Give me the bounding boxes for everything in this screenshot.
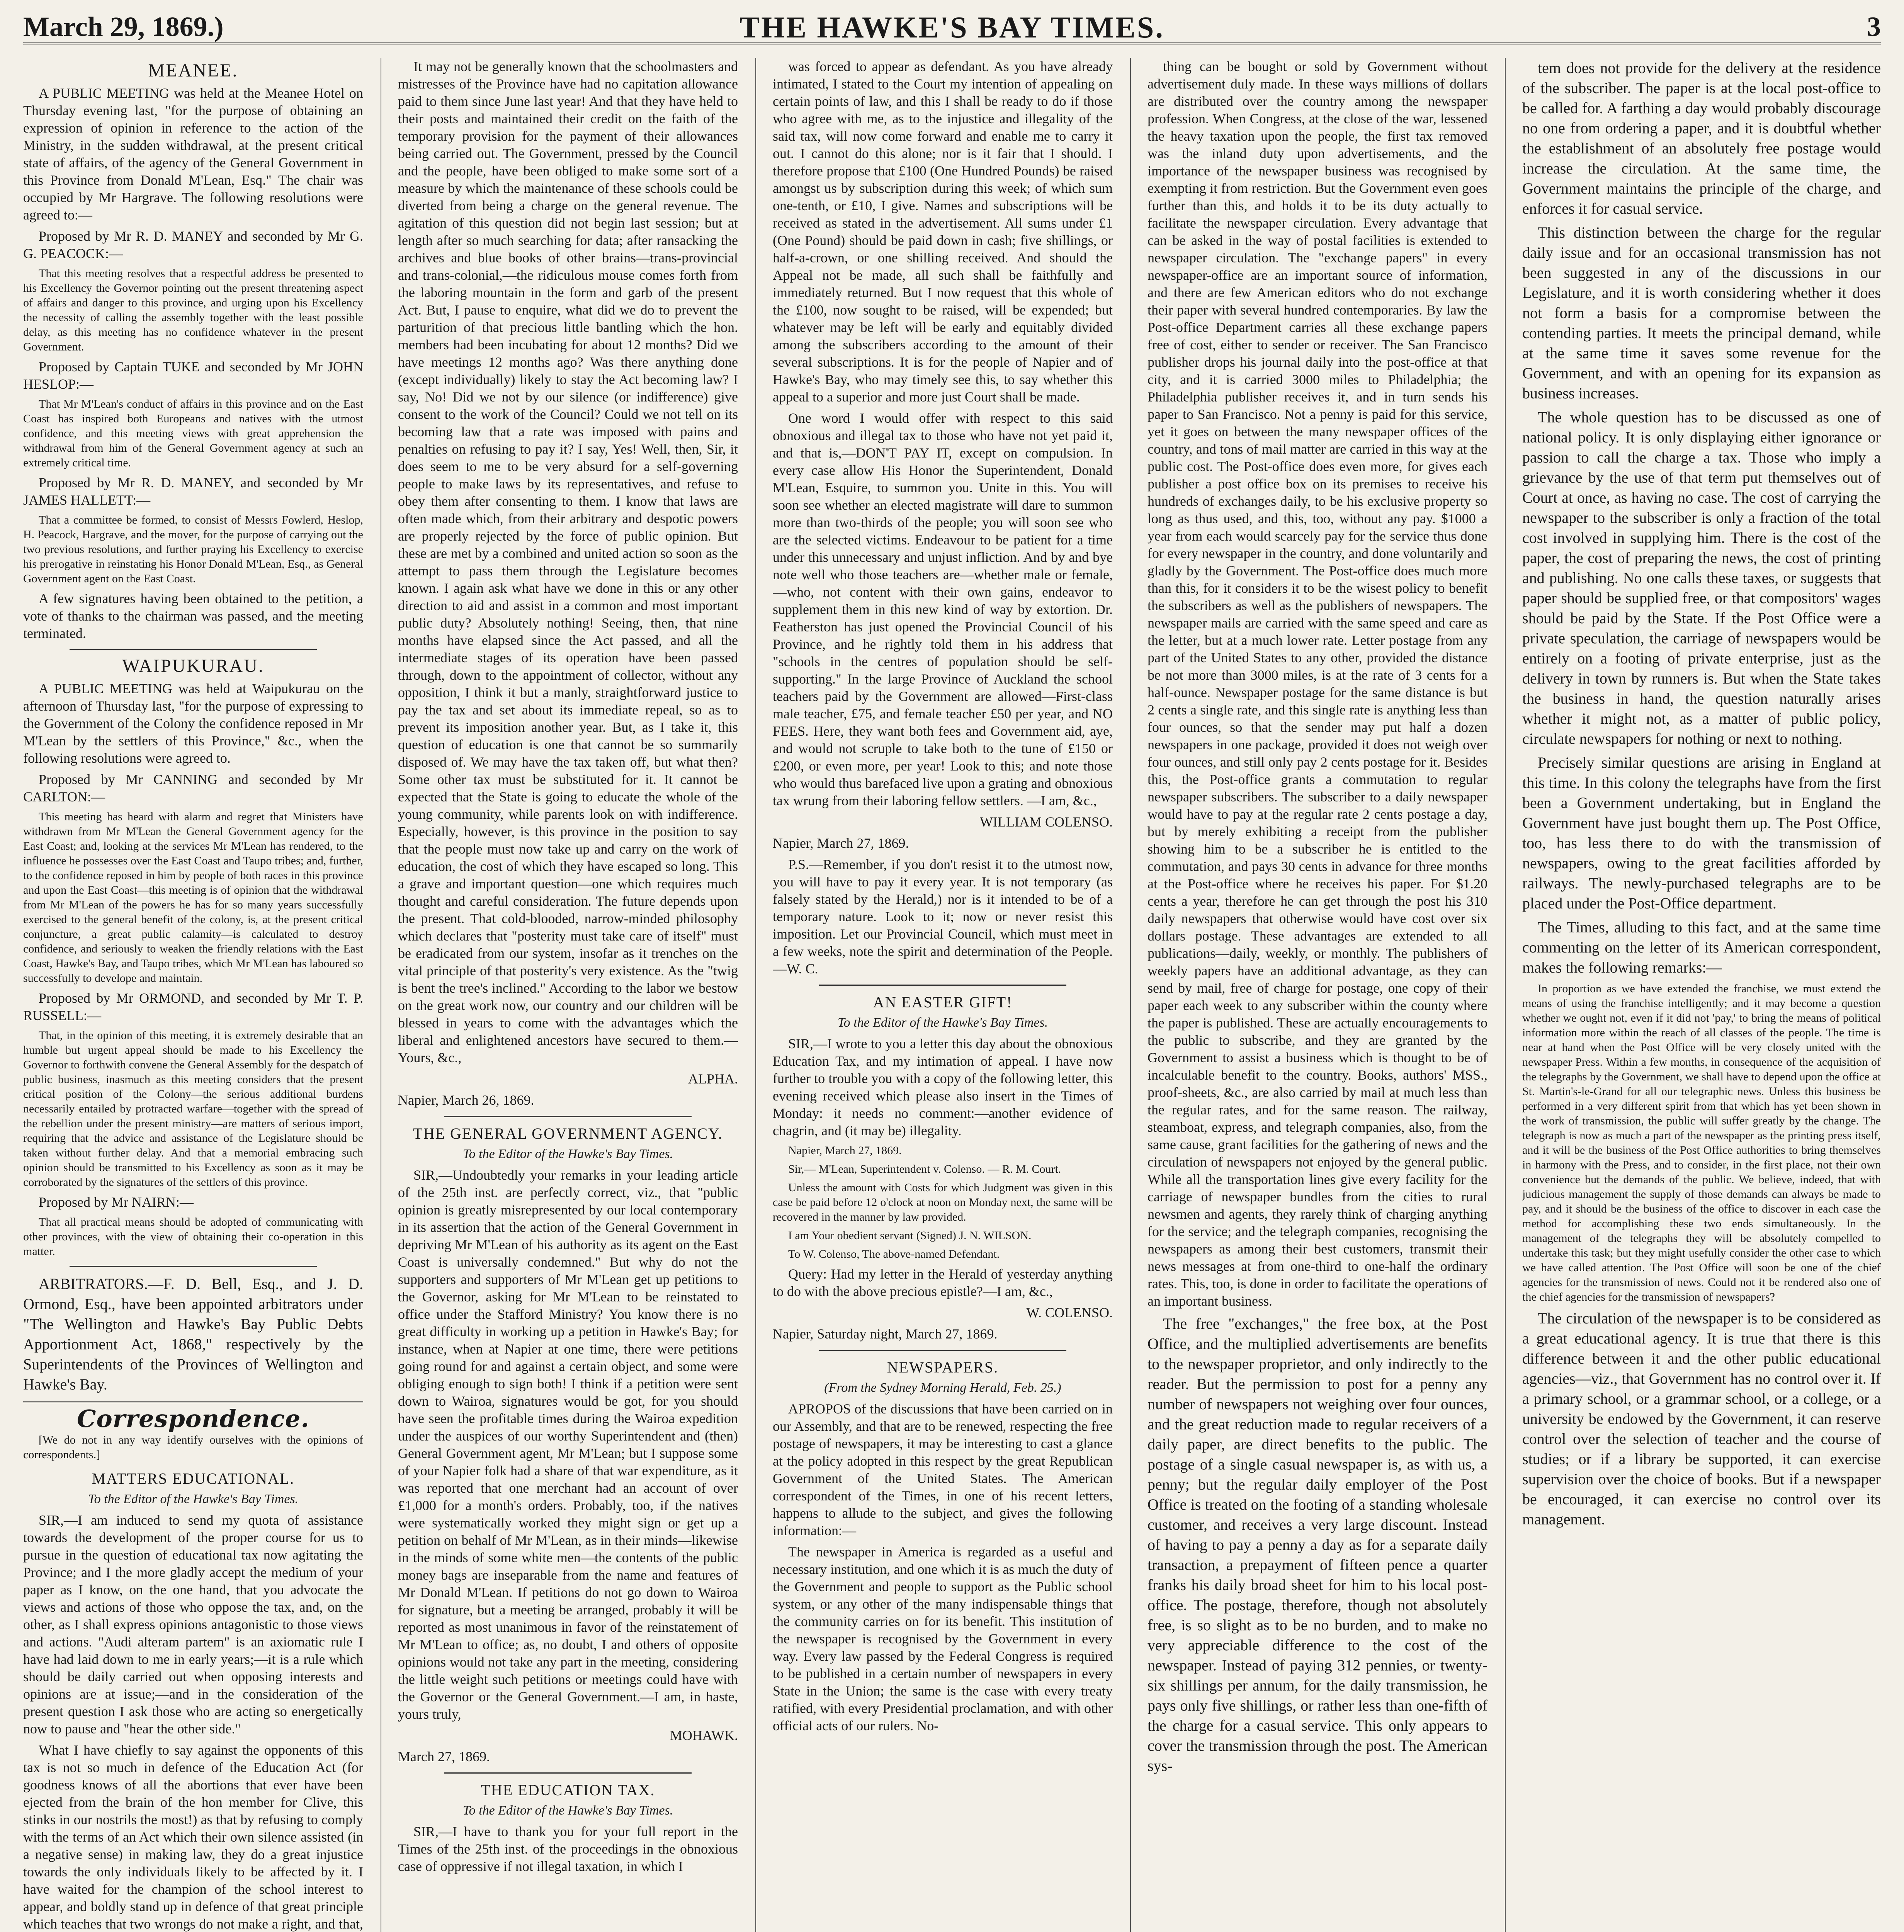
paragraph: Query: Had my letter in the Herald of yesterday anything to do with the above precious epistle?—I am, &c., xyxy=(773,1266,1113,1299)
column-rule xyxy=(1505,58,1506,1932)
masthead xyxy=(23,8,1881,44)
column-3 xyxy=(773,58,1113,1932)
divider xyxy=(23,1401,363,1403)
column-rule xyxy=(755,58,756,1932)
small-print-paragraph: I am Your obedient servant (Signed) J. N. WILSON. xyxy=(788,1229,1032,1242)
small-print-paragraph: This meeting has heard with alarm and regret that Ministers have withdrawn from Mr M'Lean the General Government agency for the East Coast; and, looking at the services Mr M'Lean has rendered, to the influence he possesses over the East Coast and Taupo tribes; and, further, to the confidence reposed in him by people of both races in this province and upon the East Coast—this meeting is of opinion that the withdrawal from Mr M'Lean of the powers he has for so many years successfully exercised to the general benefit of the colony, is, at the present critical conjuncture, a great public calamity—is calculated to destroy confidence, and seriously to weaken the friendly relations with the East Coast, Hawke's Bay, and Taupo tribes, which Mr M'Lean has laboured so successfully to develope and maintain. xyxy=(23,810,363,985)
divider xyxy=(819,985,1066,986)
editorial-paragraph: The free "exchanges," the free box, at the Post Office, and the multiplied advertisements are benefits to the newspaper proprietor, and only indirectly to the reader. But the permission to post for a penny any number of newspapers not weighing over four ounces, and the great reduction made to regular receivers of a daily paper, are direct benefits to the public. The postage of a single casual newspaper is, as with us, a penny; but the regular daily employer of the Post Office is treated on the footing of a standing wholesale customer, and receives a very large discount. Instead of having to pay a penny a day as for a separate daily transaction, a prepayment of fifteen pence a quarter franks his daily broad sheet for him to his local post-office. The postage, therefore, though not absolutely free, is so slight as to be no burden, and to make no very appreciable difference to the cost of the newspaper. Instead of paying 312 pennies, or twenty-six shillings per annum, for the daily transmission, he pays only five shillings, or rather less than one-fifth of the charge for a casual service. This only appears to cover the transmission through the post. The American sys- xyxy=(1148,1315,1488,1774)
section-heading: Correspondence. xyxy=(77,1405,309,1433)
paragraph: APROPOS of the discussions that have been carried on in our Assembly, and that are to be renewed, respecting the free postage of newspapers, it may be interesting to cast a glance at the policy adopted in this respect by the great Republican Government of the United States. The American correspondent of the Times, in one of his recent letters, happens to allude to the subject, and gives the following information:— xyxy=(773,1401,1113,1538)
small-print-paragraph: To W. Colenso, The above-named Defendant. xyxy=(788,1248,1000,1260)
paragraph: One word I would offer with respect to this said obnoxious and illegal tax to those who have not yet paid it, and that is,—DON'T PAY IT, except on compulsion. In every case allow His Honor the Superintendent, Donald M'Lean, Esquire, to summon you. Unite in this. You will soon see whether an elected magistrate will dare to summon more than two-thirds of the people; you will soon see who are the selected victims. Endeavour to be patient for a time under this unnecessary and unjust infliction. And by and bye note well who those teachers are—whether male or female,—who, not content with their own gains, endeavor to supplement them in this new kind of way by extortion. Dr. Featherston has just opened the Provincial Council of his Province, and he rightly told them in his address that "schools in the centres of population should be self-supporting." In the large Province of Auckland the school teachers paid by the Government are allowed—First-class male teacher, £75, and female teacher £50 per year, and NO FEES. Here, they want both fees and Government aid, aye, and would not scruple to take both to the tune of £150 or £200, or even more, per year! Look to this; and note those who would thus barefaced live upon a grating and obnoxious tax wrung from their laboring fellow settlers. —I am, &c., xyxy=(773,410,1113,808)
article-subheading: To the Editor of the Hawke's Bay Times. xyxy=(462,1147,673,1161)
divider xyxy=(444,1772,692,1774)
divider xyxy=(819,1350,1066,1351)
editorial-paragraph: Precisely similar questions are arising in England at this time. In this colony the telegraphs have from the first been a Government undertaking, but in England the Government have just bought them up. The Post Office, too, has less there to do with the transmission of newspapers, owing to the great facilities afforded by railways. The newly-purchased telegraphs are to be placed under the Post-Office department. xyxy=(1522,754,1881,912)
paragraph: Proposed by Mr R. D. MANEY, and seconded by Mr JAMES HALLETT:— xyxy=(23,475,363,508)
small-print-paragraph: Sir,— M'Lean, Superintendent v. Colenso. — R. M. Court. xyxy=(788,1163,1061,1175)
paragraph: A PUBLIC MEETING was held at Waipukurau on the afternoon of Thursday last, "for the purpose of expressing to the Government of the Colony the confidence reposed in Mr M'Lean by the settlers of this Province," &c., when the following resolutions were agreed to. xyxy=(23,681,363,766)
small-print-paragraph: That all practical means should be adopted of communicating with other provinces, with the view of obtaining their co-operation in this matter. xyxy=(23,1216,363,1258)
column-5 xyxy=(1522,58,1881,1932)
paragraph: A few signatures having been obtained to the petition, a vote of thanks to the chairman was passed, and the meeting terminated. xyxy=(23,591,363,641)
small-print-paragraph: Unless the amount with Costs for which Judgment was given in this case be paid before 12 o'clock at noon on Monday next, the same will be recovered in the manner by law provided. xyxy=(773,1181,1113,1223)
paragraph: P.S.—Remember, if you don't resist it to the utmost now, you will have to pay it every year. It is not temporary (as falsely stated by the Herald,) nor is it intended to be of a temporary nature. Look to it; now or never resist this imposition. Let our Provincial Council, which must meet in a few weeks, note the spirit and determination of the People.—W. C. xyxy=(773,857,1113,976)
dateline: Napier, March 27, 1869. xyxy=(773,835,909,851)
signature: WILLIAM COLENSO. xyxy=(980,814,1113,830)
editorial-paragraph: The Times, alluding to this fact, and at the same time commenting on the letter of its American correspondent, makes the following remarks:— xyxy=(1522,918,1881,976)
signature: MOHAWK. xyxy=(670,1728,738,1743)
paragraph: Proposed by Mr CANNING and seconded by Mr CARLTON:— xyxy=(23,772,363,804)
column-2 xyxy=(398,58,738,1932)
small-print-paragraph: That, in the opinion of this meeting, it is extremely desirable that an humble but urgent appeal should be made to his Excellency the Governor to forthwith convene the General Assembly for the despatch of public business, inasmuch as this meeting considers that the present critical position of the Colony—the serious additional burdens necessarily entailed by protracted warfare—together with the spread of the rebellion under the present ministry—are matters of serious import, requiring that the advice and assistance of the Legislature should be taken without further delay. And that a memorial embracing such opinion should be transmitted to his Excellency as soon as it may be corroborated by the signatures of the settlers of this province. xyxy=(23,1029,363,1189)
column-rule xyxy=(1130,58,1131,1932)
dateline: Napier, Saturday night, March 27, 1869. xyxy=(773,1326,998,1342)
signature: W. COLENSO. xyxy=(1026,1305,1113,1320)
editorial-paragraph: tem does not provide for the delivery at the residence of the subscriber. The paper is at the local post-office to be called for. A farthing a day would probably discourage no one from ordering a paper, and it is doubtful whether the establishment of an absolutely free postage would increase the circulation. At the same time, the Government maintains the principle of the charge, and enforces it for casual service. xyxy=(1522,59,1881,217)
paragraph: The newspaper in America is regarded as a useful and necessary institution, and one which it is as much the duty of the Government and people to support as the Public school system, or any other of the many indispensable things that the community carries on for its benefit. This institution of the newspaper is recognised by the Government in every way. Every law passed by the Federal Congress is required to be published in a certain number of newspapers in every State in the Union; the same is the case with every treaty ratified, with every Presidential proclamation, and with other official acts of our rulers. No- xyxy=(773,1544,1113,1733)
article-subheading: (From the Sydney Morning Herald, Feb. 25.) xyxy=(824,1381,1061,1395)
editorial-paragraph: The circulation of the newspaper is to be considered as a great educational agency. It is true that there is this difference between it and the other public educational agencies—viz., that Government has no control over it. If a primary school, or a grammar school, or a college, or a university be endowed by the Government, it can reserve control over the selection of teacher and the course of studies; or if a library be supported, it can exercise supervision over the choice of books. But if a newspaper be encouraged, it can exercise no control over its management. xyxy=(1522,1310,1881,1528)
editorial-paragraph: The whole question has to be discussed as one of national policy. It is only displaying either ignorance or passion to call the charge a tax. Those who imply a grievance by the use of that term put themselves out of Court at once, as having no case. The cost of carrying the newspaper to the subscriber is only a fraction of the total cost involved in supplying him. There is the cost of the paper, the cost of preparing the news, the cost of printing and publishing. No one calls these taxes, or suggests that paper should be supplied free, or that compositors' wages should be paid by the State. If the Post Office were a private speculation, the carriage of newspapers would be entirely on a footing of private enterprise, just as the delivery in town by runners is. But when the State takes the business in hand, the question naturally arises whether it might not, as a matter of public policy, circulate newspapers for nothing or next to nothing. xyxy=(1522,408,1881,747)
newspaper-title: THE HAWKE'S BAY TIMES. xyxy=(740,10,1164,44)
paragraph: Proposed by Mr NAIRN:— xyxy=(39,1194,194,1210)
paragraph: SIR,—I am induced to send my quota of assistance towards the development of the proper course for us to pursue in the question of educational tax now agitating the Province; and I the more gladly accept the medium of your paper as I know, on the one hand, that you advocate the views and actions of those who oppose the tax, and, on the other, as I shall express opinions antagonistic to those views and actions. "Audi alteram partem" is an axiomatic rule I have had laid down to me in early years;—it is a rule which should be daily carried out when opposing interests and opinions are at issue;—and in the consideration of the present question I ask those who are acting so energetically now to pause and "hear the other side." xyxy=(23,1512,363,1736)
paragraph: Proposed by Mr ORMOND, and seconded by Mr T. P. RUSSELL:— xyxy=(23,990,363,1023)
column-4 xyxy=(1148,58,1488,1932)
article-subheading: To the Editor of the Hawke's Bay Times. xyxy=(88,1492,299,1506)
section-heading: WAIPUKURAU. xyxy=(122,656,264,676)
paragraph: was forced to appear as defendant. As you have already intimated, I stated to the Court my intention of appealing on certain points of law, and this I shall be ready to do if those who agree with me, as to the injustice and illegality of the said tax, will now come forward and enable me to carry it out. I cannot do this alone; nor is it fair that I should. I therefore propose that £100 (One Hundred Pounds) be raised amongst us by subscription during this week; of which sum one-tenth, or £10, I give. Names and subscriptions will be received as stated in the advertisement. All sums under £1 (One Pound) should be paid down in cash; five shillings, or half-a-crown, or one shilling received. And should the Appeal not be made, all such shall be faithfully and immediately returned. But I now request that this whole of the £100, now sought to be raised, will be expended; but whatever may be left will be early and equitably divided among the subscribers according to the amount of their several subscriptions. It is for the people of Napier and of Hawke's Bay, who may timely see this, to say whether this appeal to a superior and more just Court shall be made. xyxy=(773,59,1113,405)
paragraph: SIR,—I have to thank you for your full report in the Times of the 25th inst. of the proceedings in the obnoxious case of oppressive if not illegal taxation, in which I xyxy=(398,1824,738,1874)
section-heading: MEANEE. xyxy=(148,60,238,81)
paragraph: thing can be bought or sold by Government without advertisement duly made. In these ways millions of dollars are distributed over the country among the newspaper profession. When Congress, at the close of the war, lessened the heavy taxation upon the people, the first tax removed was the inland duty upon advertisements, and the importance of the newspaper business was recognised by exempting it from restriction. But the Government even goes further than this, and holds it to be its duty actually to facilitate the newspaper circulation. Every advantage that can be asked in the way of postal facilities is extended to newspaper circulation. The "exchange papers" in every newspaper-office are an important source of information, and there are few American editors who do not exchange their paper with several hundred contemporaries. By law the Post-office Department carries all these exchange papers free of cost, either to sender or receiver. The San Francisco publisher drops his journal daily into the post-office at that city, and it is carried 3000 miles to Philadelphia; the Philadelphia publisher receives it, and in turn sends his paper to San Francisco. Not a penny is paid for this service, yet it goes on between the many newspaper offices of the country, and tons of mail matter are carried in this way at the public cost. The Post-office does even more, for gives each publisher a post office box on its premises to receive his hundreds of exchanges daily, to be his exclusive property so long as thus used, and this, too, without any pay. $1000 a year from each would scarcely pay for the service thus done for every newspaper in the country, and done voluntarily and gladly by the Government. The Post-office does much more than this, for it considers it to be the wisest policy to benefit the subscribers as well as the publishers of newspapers. The newspaper mails are carried with the same speed and care as the letter, but at a much lower rate. Letter postage from any part of the United States to any other, provided the distance be not more than 3000 miles, is at the rate of 3 cents for a half-ounce. Newspaper postage for the same distance is but 2 cents a single rate, and this single rate is anything less than four ounces, so that the sender may put half a dozen newspapers in one package, provided it does not weigh over four ounces, and still only pay 2 cents postage for it. Besides this, the Post-office grants a commutation to regular newspaper subscribers. The subscriber to a daily newspaper would have to pay at the regular rate 2 cents postage a day, but by merely exhibiting a receipt from the publisher showing him to be a subscriber he is entitled to the commutation, and pays 30 cents in advance for three months at the Post-office where he receives his paper. For $1.20 cents a year, therefore he can get through the post his 310 daily newspapers that otherwise would have cost over six dollars postage. These advantages are extended to all publications—daily, weekly, or monthly. The publishers of weekly papers have an additional advantage, as they can send by mail, free of charge for postage, one copy of their paper each week to any subscriber within the county where the paper is published. These are actually encouragements to the public to subscribe, and they are granted by the Government to assist a business which is thought to be of incalculable benefit to the country. Books, authors' MSS., proof-sheets, &c., are also carried by mail at much less than the regular rates, and for the same reason. The railway, steamboat, express, and telegraph companies, also, from the same cause, grant facilities for the gathering of news and the circulation of newspapers not enjoyed by the general public. While all the transportation lines give every facility for the carriage of newspaper bundles from the cities to rural newsmen and agents, they rarely think of charging anything for the service; and the telegraph companies, recognising the newspapers as among their best customers, transmit their news messages at from one-third to one-half the ordinary rates. This, too, is done in order to facilitate the operations of an important business. xyxy=(1148,59,1488,1309)
small-print-paragraph: In proportion as we have extended the franchise, we must extend the means of using the franchise intelligently; and it may become a question whether we ought not, even if it did not 'pay,' to bring the means of political information more within the reach of all classes of the people. The time is near at hand when the Post Office will be very closely united with the newspaper Press. Within a few months, in consequence of the acquisition of the telegraphs by the Government, we shall have to depend upon the office at St. Martin's-le-Grand for all our telegraphic news. Unless this business be performed in a very different spirit from that which has yet been shown in the work of transmission, the public will suffer greatly by the change. The telegraph is now as much a part of the newspaper as the printing press itself, and it will be the business of the Post Office authorities to bring themselves in harmony with the Press, and to consider, in the first place, not their own convenience but the demands of the public. We believe, indeed, that with judicious management the supply of those demands can always be made to pay, and it should be the business of the office to discover in each case the method for accomplishing these two ends simultaneously. In the management of the telegraphs they will be absolutely compelled to undertake this task; but they might usefully consider the other case to which we have called attention. The Post Office will soon be one of the chief agencies for the transmission of news. Could not it be rendered also one of the chief agencies for the transmission of newspapers? xyxy=(1522,982,1881,1303)
article-heading: THE GENERAL GOVERNMENT AGENCY. xyxy=(413,1125,723,1142)
paragraph: A PUBLIC MEETING was held at the Meanee Hotel on Thursday evening last, "for the purpose of obtaining an expression of opinion in reference to the action of the Ministry, in the sudden withdrawal, at the present critical state of affairs, of the agency of the General Government in this Province from Donald M'Lean, Esq." The chair was occupied by Mr Hargrave. The following resolutions were agreed to:— xyxy=(23,85,363,223)
paragraph: It may not be generally known that the schoolmasters and mistresses of the Province have had no capitation allowance paid to them since June last year! And that they have held to their posts and maintained their credit on the faith of the temporary provision for the payment of their allowances being carried out. The Government, pressed by the Council and the people, have been obliged to make some sort of a measure by which the maintenance of these schools could be diverted from being a charge on the general revenue. The agitation of this question did not begin last session; but at length after so much searching for data; after ransacking the archives and blue books of other brains—trans-provincial and trans-colonial,—the ridiculous mouse comes forth from the laboring mountain in the form and garb of the present Act. But, I pause to enquire, what did we do to prevent the parturition of that precious little bantling which the hon. members had been incubating for about 12 months? Did we have meetings 12 months ago? Was there anything done (except individually) likely to stay the Act becoming law? I say, No! Did we not by our silence (or indifference) give consent to the work of the Council? Could we not tell on its becoming law that a rate was imposed with pains and penalties on refusing to pay it? I say, Yes! Well, then, Sir, it does seem to me to be very absurd for a self-governing people to make laws by its representatives, and refuse to obey them after consenting to them. I know that laws are often made which, from their arbitrary and despotic powers are properly rejected by the force of public opinion. But these are met by a combined and united action so soon as the attempt to pass them through the Legislature becomes known. I again ask what have we done in this or any other direction to aid and assist in a common and most important public duty? Absolutely nothing! Seeing, then, that nine months have elapsed since the Act passed, and all the intermediate stages of its operation have been passed through, down to the appointment of collector, without any opposition, I think it but a manly, straightforward justice to pay the tax and set about its immediate repeal, so as to prevent its imposition another year. But, as I take it, this question of education is one that cannot be so summarily disposed of. We may have the tax taken off, but what then? Some other tax must be substituted for it. It cannot be expected that the State is going to educate the whole of the young community, while parents look on with indifference. Especially, however, is this province in the position to say that the people must now take up and carry on the work of education, the cost of which they have escaped so long. This a grave and important question—one which requires much thought and careful consideration. The future depends upon the present. That cold-blooded, narrow-minded philosophy which declares that "posterity must take care of itself" must be eradicated from our system, insofar as it trenches on the vital principle of that posterity's very existence. As the "twig is bent the tree's inclined." According to the labor we bestow on the great work now, our country and our children will be blessed in years to come with the advantages which the liberal and enlightened ancestors have secured to them.—Yours, &c., xyxy=(398,59,738,1065)
divider xyxy=(444,1116,692,1117)
article-heading: THE EDUCATION TAX. xyxy=(481,1781,655,1799)
article-heading: NEWSPAPERS. xyxy=(887,1359,999,1376)
page-number: 3 xyxy=(1867,11,1881,42)
small-print-paragraph: That a committee be formed, to consist of Messrs Fowlerd, Heslop, H. Peacock, Hargrave, and the mover, for the purpose of carrying out the two previous resolutions, and further praying his Excellency to exercise his prerogative in reinstating his Honor Donald M'Lean, Esq., as General Government agent on the East Coast. xyxy=(23,514,363,585)
article-subheading: To the Editor of the Hawke's Bay Times. xyxy=(837,1015,1048,1030)
divider xyxy=(70,1266,317,1267)
paragraph: SIR,—Undoubtedly your remarks in your leading article of the 25th inst. are perfectly correct, viz., that "public opinion is greatly misrepresented by our local contemporary in its assertion that the action of the General Government in depriving Mr M'Lean of his authority as its agent on the East Coast is universally condemned." But why do not the supporters and supporters of Mr M'Lean get up petitions to the Governor, asking for Mr M'Lean to be reinstated to office under the Stafford Ministry? You know there is no great difficulty in working up a petition in Hawke's Bay; for instance, when at Napier at one time, there were petitions going round for and against a certain object, and some were obliging enough to sign both! I think if a petition were sent down to Wairoa, signatures would be got, for you should have seen the profitable times during the Wairoa expedition under the auspices of our worthy Superintendent and (then) General Government agent, Mr M'Lean; but I suppose some of your Napier folk had a share of that war expenditure, as it was reported that one merchant had an account of over £1,000 for a month's orders. Probably, too, if the natives were systematically worked they might sign or get up a petition on behalf of Mr M'Lean, as in their minds—likewise in the minds of some white men—the contents of the public money bags are inseparable from the name and features of Mr Donald M'Lean. If petitions do not go down to Wairoa for signature, but a meeting be arranged, probably it will be reported as most unanimous in favor of the reinstatement of Mr M'Lean to office; as, no doubt, I and others of opposite opinions would not take any part in the meeting, considering the little weight such petitions or meetings could have with the Governor or the General Government.—I am, in haste, yours truly, xyxy=(398,1167,738,1722)
small-print-paragraph: That this meeting resolves that a respectful address be presented to his Excellency the Governor pointing out the present threatening aspect of affairs and danger to this province, and urging upon his Excellency the necessity of calling the assembly together with the least possible delay, as this meeting has no confidence whatever in the present Government. xyxy=(23,267,363,353)
divider xyxy=(70,649,317,650)
small-print-paragraph: That Mr M'Lean's conduct of affairs in this province and on the East Coast has inspired both Europeans and natives with the utmost confidence, and this meeting views with great apprehension the withdrawal from him of the General Government agency at such an extremely critical time. xyxy=(23,398,363,469)
paragraph: Proposed by Mr R. D. MANEY and seconded by Mr G. G. PEACOCK:— xyxy=(23,228,363,261)
article-heading: AN EASTER GIFT! xyxy=(873,993,1013,1011)
paragraph: What I have chiefly to say against the opponents of this tax is not so much in defence of the Education Act (for goodness knows of all the abortions that ever have been ejected from the brain of the hon member for Clive, this stinks in our nostrils the most!) as that by refusing to comply with the terms of an Act which their own silence assisted (in a negative sense) in making law, they do a great injustice towards the only individuals likely to be affected by it. I have waited for the champion of the school interest to appear, and boldly stand up in defence of that great principle which teaches that two wrongs do not make a right, and that, xyxy=(23,1742,363,1932)
issue-date: March 29, 1869.) xyxy=(23,11,224,42)
article-heading: MATTERS EDUCATIONAL. xyxy=(92,1470,295,1487)
editorial-paragraph: This distinction between the charge for the regular daily issue and for an occasional transmission has not been suggested in any of the discussions in our Legislature, and it is worth considering whether it does not form a basis for a compromise between the contending parties. It meets the principal demand, while at the same time it saves some revenue for the Government, and with an opening for its expansion as business increases. xyxy=(1522,224,1881,402)
dateline: Napier, March 26, 1869. xyxy=(398,1092,534,1108)
editorial-paragraph: ARBITRATORS.—F. D. Bell, Esq., and J. D. Ormond, Esq., have been appointed arbitrators under "The Wellington and Hawke's Bay Public Debts Apportionment Act, 1868," respectively by the Superintendents of the Provinces of Wellington and Hawke's Bay. xyxy=(23,1275,363,1393)
paragraph: Proposed by Captain TUKE and seconded by Mr JOHN HESLOP:— xyxy=(23,359,363,392)
signature: ALPHA. xyxy=(688,1071,738,1087)
article-subheading: To the Editor of the Hawke's Bay Times. xyxy=(462,1803,673,1818)
small-print-paragraph: [We do not in any way identify ourselves with the opinions of correspondents.] xyxy=(23,1434,363,1461)
small-print-paragraph: Napier, March 27, 1869. xyxy=(788,1144,902,1157)
column-1 xyxy=(23,58,363,1932)
dateline: March 27, 1869. xyxy=(398,1749,490,1764)
paragraph: SIR,—I wrote to you a letter this day about the obnoxious Education Tax, and my intimation of appeal. I have now further to trouble you with a copy of the following letter, this evening received which please also insert in the Times of Monday: it needs no comment:—another evidence of chagrin, and (it may be) illegality. xyxy=(773,1036,1113,1138)
